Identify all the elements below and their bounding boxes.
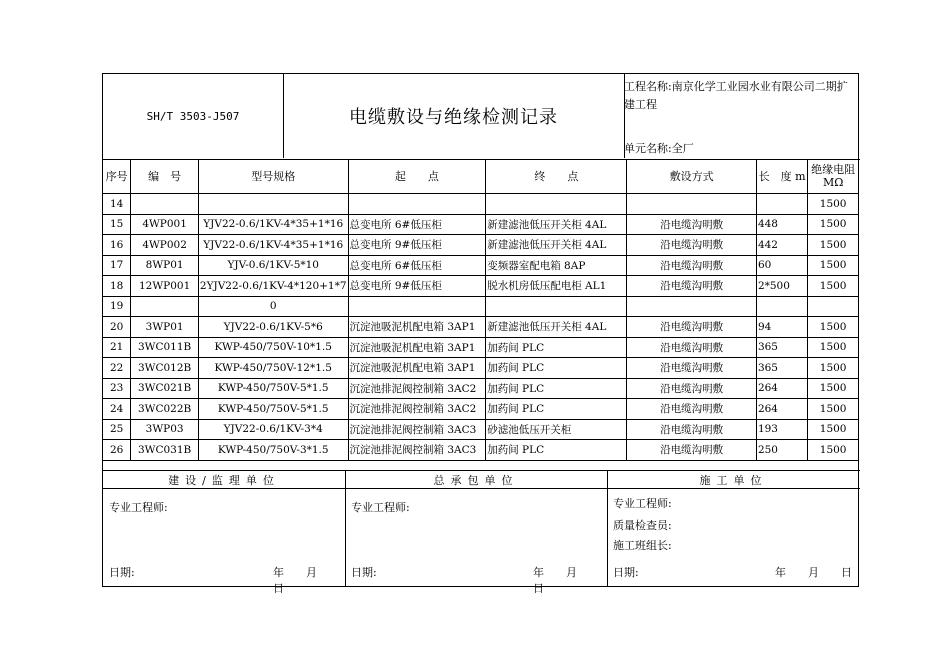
table-row [103, 235, 858, 256]
table-row [103, 440, 858, 461]
row-to: 加药间 PLC [486, 399, 627, 420]
row-code: 3WC031B [131, 440, 199, 461]
owner-date-ymd: 年 月 日 [273, 566, 339, 595]
row-no: 26 [103, 440, 131, 461]
row-to: 变频器室配电箱 8AP [486, 255, 627, 276]
row-spec: YJV22-0.6/1KV-4*35+1*16 [198, 214, 348, 235]
row-code: 3WC022B [131, 399, 199, 420]
signature-area [103, 470, 860, 595]
row-code: 4WP002 [131, 235, 199, 256]
row-to: 加药间 PLC [486, 337, 627, 358]
row-from: 总变电所 9#低压柜 [348, 276, 486, 297]
row-method: 沿电缆沟明敷 [627, 214, 756, 235]
row-to: 加药间 PLC [486, 358, 627, 379]
project-info [624, 78, 858, 114]
row-method [627, 296, 756, 317]
row-no: 14 [103, 194, 131, 215]
row-no: 18 [103, 276, 131, 297]
row-method: 沿电缆沟明敷 [627, 317, 756, 338]
col-resistance-header: 绝缘电阻 MΩ [808, 159, 858, 194]
row-code: 3WP03 [131, 419, 199, 440]
row-resistance: 1500 [808, 358, 858, 379]
row-spec [198, 194, 348, 215]
row-spec: YJV-0.6/1KV-5*10 [198, 255, 348, 276]
builder-engineer-label: 专业工程师: [613, 497, 672, 510]
row-spec: KWP-450/750V-5*1.5 [198, 378, 348, 399]
row-code [131, 296, 199, 317]
row-no: 19 [103, 296, 131, 317]
form-title: 电缆敷设与绝缘检测记录 [283, 74, 625, 158]
table-row [103, 214, 858, 235]
row-from: 沉淀池排泥阀控制箱 3AC2 [348, 399, 486, 420]
contractor-title: 总承包单位 [345, 470, 607, 489]
row-method: 沿电缆沟明敷 [627, 378, 756, 399]
table-row [103, 194, 858, 215]
row-resistance [808, 296, 858, 317]
owner-title: 建设/监理单位 [103, 470, 345, 489]
col-spec-header: 型号规格 [198, 159, 348, 194]
table-row [103, 419, 858, 440]
row-from: 总变电所 9#低压柜 [348, 235, 486, 256]
row-no: 25 [103, 419, 131, 440]
builder-date-ymd: 年 月 日 [775, 566, 852, 579]
row-length: 365 [756, 337, 807, 358]
row-length: 193 [756, 419, 807, 440]
row-resistance: 1500 [808, 378, 858, 399]
col-no-header: 序号 [103, 159, 131, 194]
contractor-date-label: 日期: [351, 566, 377, 579]
cable-table [103, 159, 858, 461]
row-spec: 0 [198, 296, 348, 317]
col-code-header: 编 号 [131, 159, 199, 194]
builder-team-leader-label: 施工班组长: [613, 539, 672, 552]
project-name: 南京化学工业园水业有限公司二期扩建工程 [624, 80, 848, 111]
row-code: 3WC021B [131, 378, 199, 399]
table-row [103, 255, 858, 276]
row-resistance: 1500 [808, 337, 858, 358]
col-from-header: 起 点 [348, 159, 486, 194]
row-spec: KWP-450/750V-12*1.5 [198, 358, 348, 379]
row-spec: 2YJV22-0.6/1KV-4*120+1*7 [198, 276, 348, 297]
row-resistance: 1500 [808, 194, 858, 215]
row-to: 砂滤池低压开关柜 [486, 419, 627, 440]
row-from: 沉淀池吸泥机配电箱 3AP1 [348, 337, 486, 358]
contractor-date-ymd: 年 月 日 [533, 566, 599, 595]
row-to: 新建滤池低压开关柜 4AL [486, 214, 627, 235]
row-code: 4WP001 [131, 214, 199, 235]
row-method: 沿电缆沟明敷 [627, 419, 756, 440]
row-method: 沿电缆沟明敷 [627, 440, 756, 461]
row-spec: YJV22-0.6/1KV-4*35+1*16 [198, 235, 348, 256]
row-code: 12WP001 [131, 276, 199, 297]
row-length: 264 [756, 399, 807, 420]
row-length: 60 [756, 255, 807, 276]
row-from: 沉淀池排泥阀控制箱 3AC3 [348, 440, 486, 461]
row-no: 17 [103, 255, 131, 276]
contractor-signature [345, 489, 607, 595]
row-to [486, 296, 627, 317]
builder-signature [607, 489, 860, 587]
row-resistance: 1500 [808, 440, 858, 461]
row-resistance: 1500 [808, 276, 858, 297]
form-header [103, 74, 860, 160]
row-method [627, 194, 756, 215]
row-code [131, 194, 199, 215]
row-method: 沿电缆沟明敷 [627, 276, 756, 297]
row-length: 2*500 [756, 276, 807, 297]
table-row [103, 296, 858, 317]
row-length [756, 194, 807, 215]
contractor-engineer-label: 专业工程师: [351, 501, 410, 514]
standard-code: SH/T 3503-J507 [103, 74, 284, 158]
row-method: 沿电缆沟明敷 [627, 358, 756, 379]
row-spec: YJV22-0.6/1KV-3*4 [198, 419, 348, 440]
row-resistance: 1500 [808, 317, 858, 338]
table-row [103, 378, 858, 399]
row-no: 15 [103, 214, 131, 235]
row-length: 442 [756, 235, 807, 256]
unit-info [624, 140, 694, 156]
table-header-row [103, 159, 858, 194]
col-length-header: 长 度 m [756, 159, 807, 194]
table-row [103, 337, 858, 358]
row-no: 20 [103, 317, 131, 338]
row-code: 3WP01 [131, 317, 199, 338]
row-resistance: 1500 [808, 419, 858, 440]
row-length [756, 296, 807, 317]
row-to [486, 194, 627, 215]
unit-label: 单元名称: [624, 142, 672, 155]
row-method: 沿电缆沟明敷 [627, 235, 756, 256]
project-label: 工程名称: [624, 80, 672, 93]
row-to: 新建滤池低压开关柜 4AL [486, 317, 627, 338]
row-length: 448 [756, 214, 807, 235]
row-from [348, 194, 486, 215]
row-from: 沉淀池吸泥机配电箱 3AP1 [348, 358, 486, 379]
row-code: 3WC011B [131, 337, 199, 358]
row-spec: YJV22-0.6/1KV-5*6 [198, 317, 348, 338]
row-resistance: 1500 [808, 214, 858, 235]
table-row [103, 358, 858, 379]
owner-engineer-label: 专业工程师: [109, 501, 168, 514]
row-no: 24 [103, 399, 131, 420]
table-row [103, 276, 858, 297]
col-to-header: 终 点 [486, 159, 627, 194]
row-from: 总变电所 6#低压柜 [348, 255, 486, 276]
row-length: 264 [756, 378, 807, 399]
row-no: 16 [103, 235, 131, 256]
row-no: 23 [103, 378, 131, 399]
row-code: 8WP01 [131, 255, 199, 276]
row-from [348, 296, 486, 317]
row-spec: KWP-450/750V-10*1.5 [198, 337, 348, 358]
row-method: 沿电缆沟明敷 [627, 399, 756, 420]
row-length: 250 [756, 440, 807, 461]
row-from: 沉淀池排泥阀控制箱 3AC3 [348, 419, 486, 440]
row-to: 新建滤池低压开关柜 4AL [486, 235, 627, 256]
owner-date-label: 日期: [109, 566, 135, 579]
row-from: 沉淀池排泥阀控制箱 3AC2 [348, 378, 486, 399]
row-method: 沿电缆沟明敷 [627, 337, 756, 358]
row-resistance: 1500 [808, 255, 858, 276]
row-length: 94 [756, 317, 807, 338]
row-from: 总变电所 6#低压柜 [348, 214, 486, 235]
col-method-header: 敷设方式 [627, 159, 756, 194]
table-row [103, 317, 858, 338]
row-to: 加药间 PLC [486, 440, 627, 461]
row-no: 22 [103, 358, 131, 379]
row-no: 21 [103, 337, 131, 358]
builder-inspector-label: 质量检查员: [613, 519, 672, 532]
table-row [103, 399, 858, 420]
owner-signature [103, 489, 345, 595]
row-code: 3WC012B [131, 358, 199, 379]
unit-name: 全厂 [671, 142, 694, 155]
builder-date-label: 日期: [613, 566, 639, 579]
builder-title: 施工单位 [607, 470, 860, 489]
record-form [102, 73, 859, 595]
row-resistance: 1500 [808, 235, 858, 256]
row-to: 脱水机房低压配电柜 AL1 [486, 276, 627, 297]
row-spec: KWP-450/750V-3*1.5 [198, 440, 348, 461]
row-resistance: 1500 [808, 399, 858, 420]
row-to: 加药间 PLC [486, 378, 627, 399]
row-from: 沉淀池吸泥机配电箱 3AP1 [348, 317, 486, 338]
row-length: 365 [756, 358, 807, 379]
row-spec: KWP-450/750V-5*1.5 [198, 399, 348, 420]
row-method: 沿电缆沟明敷 [627, 255, 756, 276]
